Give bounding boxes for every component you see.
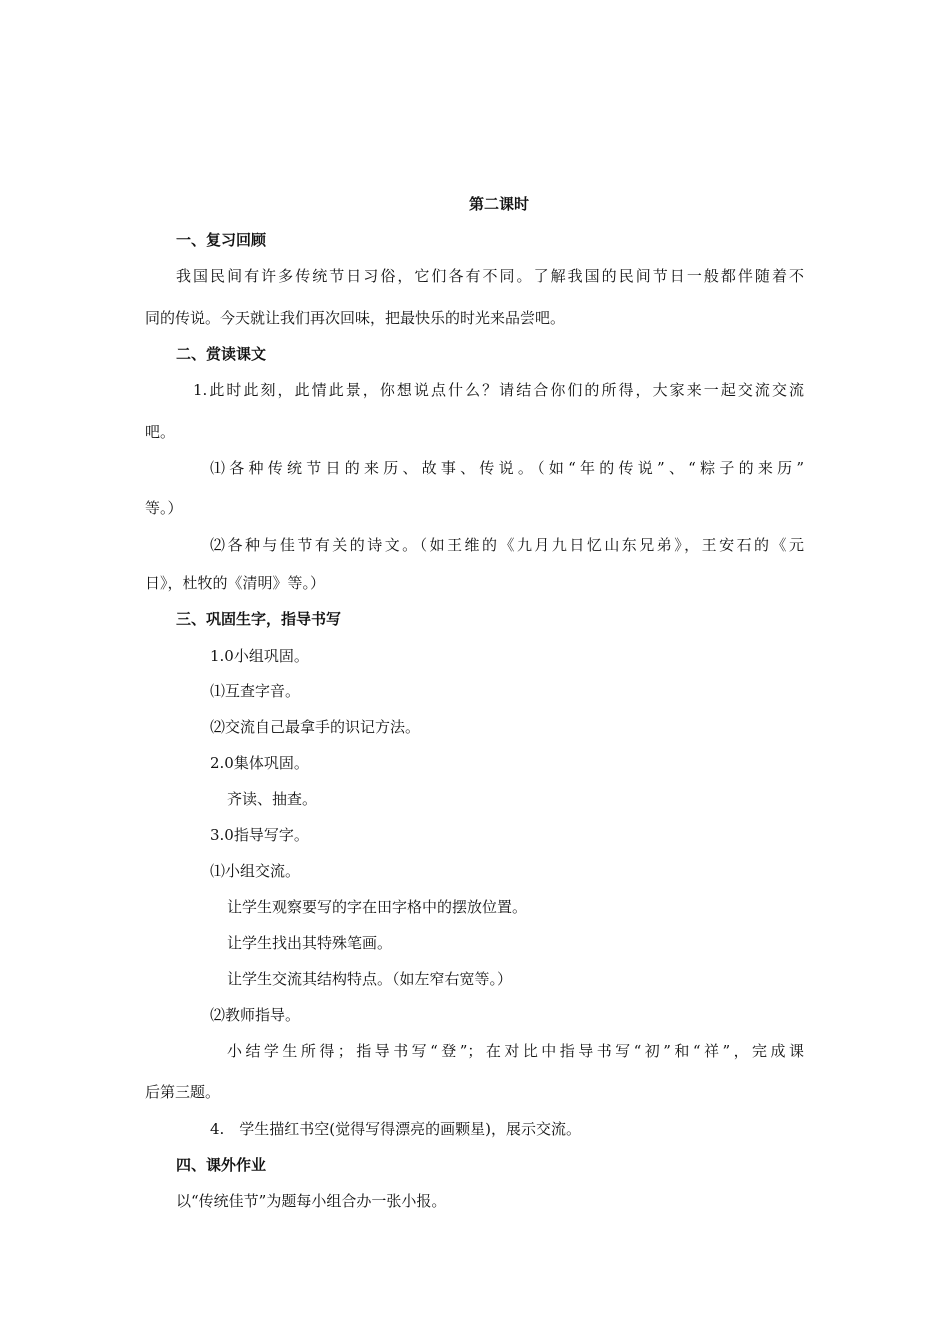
list-item: ⑴小组交流。 [210, 862, 301, 880]
list-item: ⑴互查字音。 [210, 682, 301, 700]
list-item: 3.0指导写字。 [210, 826, 309, 844]
list-item: 让学生找出其特殊笔画。 [227, 934, 393, 952]
list-item: 让学生观察要写的字在田字格中的摆放位置。 [227, 898, 528, 916]
paragraph-line: 1.此时此刻，此情此景，你想说点什么？请结合你们的所得，大家来一起交流交流 [193, 381, 804, 399]
paragraph-line: 以“传统佳节”为题每小组合办一张小报。 [176, 1192, 447, 1210]
list-item: ⑵教师指导。 [210, 1006, 301, 1024]
paragraph-line: 等。） [145, 499, 183, 517]
paragraph-line: 日》，杜牧的《清明》等。） [145, 574, 326, 592]
list-item: 1.0小组巩固。 [210, 647, 309, 665]
list-item: 4. 学生描红书空(觉得写得漂亮的画颗星)，展示交流。 [210, 1120, 582, 1138]
section-heading-homework: 四、课外作业 [176, 1156, 267, 1174]
paragraph-line: 吧。 [145, 423, 176, 441]
paragraph-line: 后第三题。 [145, 1083, 221, 1101]
paragraph-line: ⑴各种传统节日的来历、故事、传说。（如“年的传说”、“粽子的来历” [210, 459, 804, 477]
list-item: 齐读、抽查。 [227, 790, 318, 808]
list-item: 让学生交流其结构特点。（如左窄右宽等。） [227, 970, 513, 988]
paragraph-line: 同的传说。今天就让我们再次回味，把最快乐的时光来品尝吧。 [145, 309, 566, 327]
paragraph-line: 我国民间有许多传统节日习俗，它们各有不同。了解我国的民间节日一般都伴随着不 [176, 267, 804, 285]
list-item: ⑵交流自己最拿手的识记方法。 [210, 718, 421, 736]
paragraph-line: 小结学生所得；指导书写“登”；在对比中指导书写“初”和“祥”，完成课 [227, 1042, 804, 1060]
section-heading-characters: 三、巩固生字，指导书写 [176, 610, 342, 628]
list-item: 2.0集体巩固。 [210, 754, 309, 772]
section-heading-reading: 二、赏读课文 [176, 345, 267, 363]
paragraph-line: ⑵各种与佳节有关的诗文。（如王维的《九月九日忆山东兄弟》，王安石的《元 [210, 536, 804, 554]
page-title: 第二课时 [468, 195, 529, 213]
section-heading-review: 一、复习回顾 [176, 231, 267, 249]
